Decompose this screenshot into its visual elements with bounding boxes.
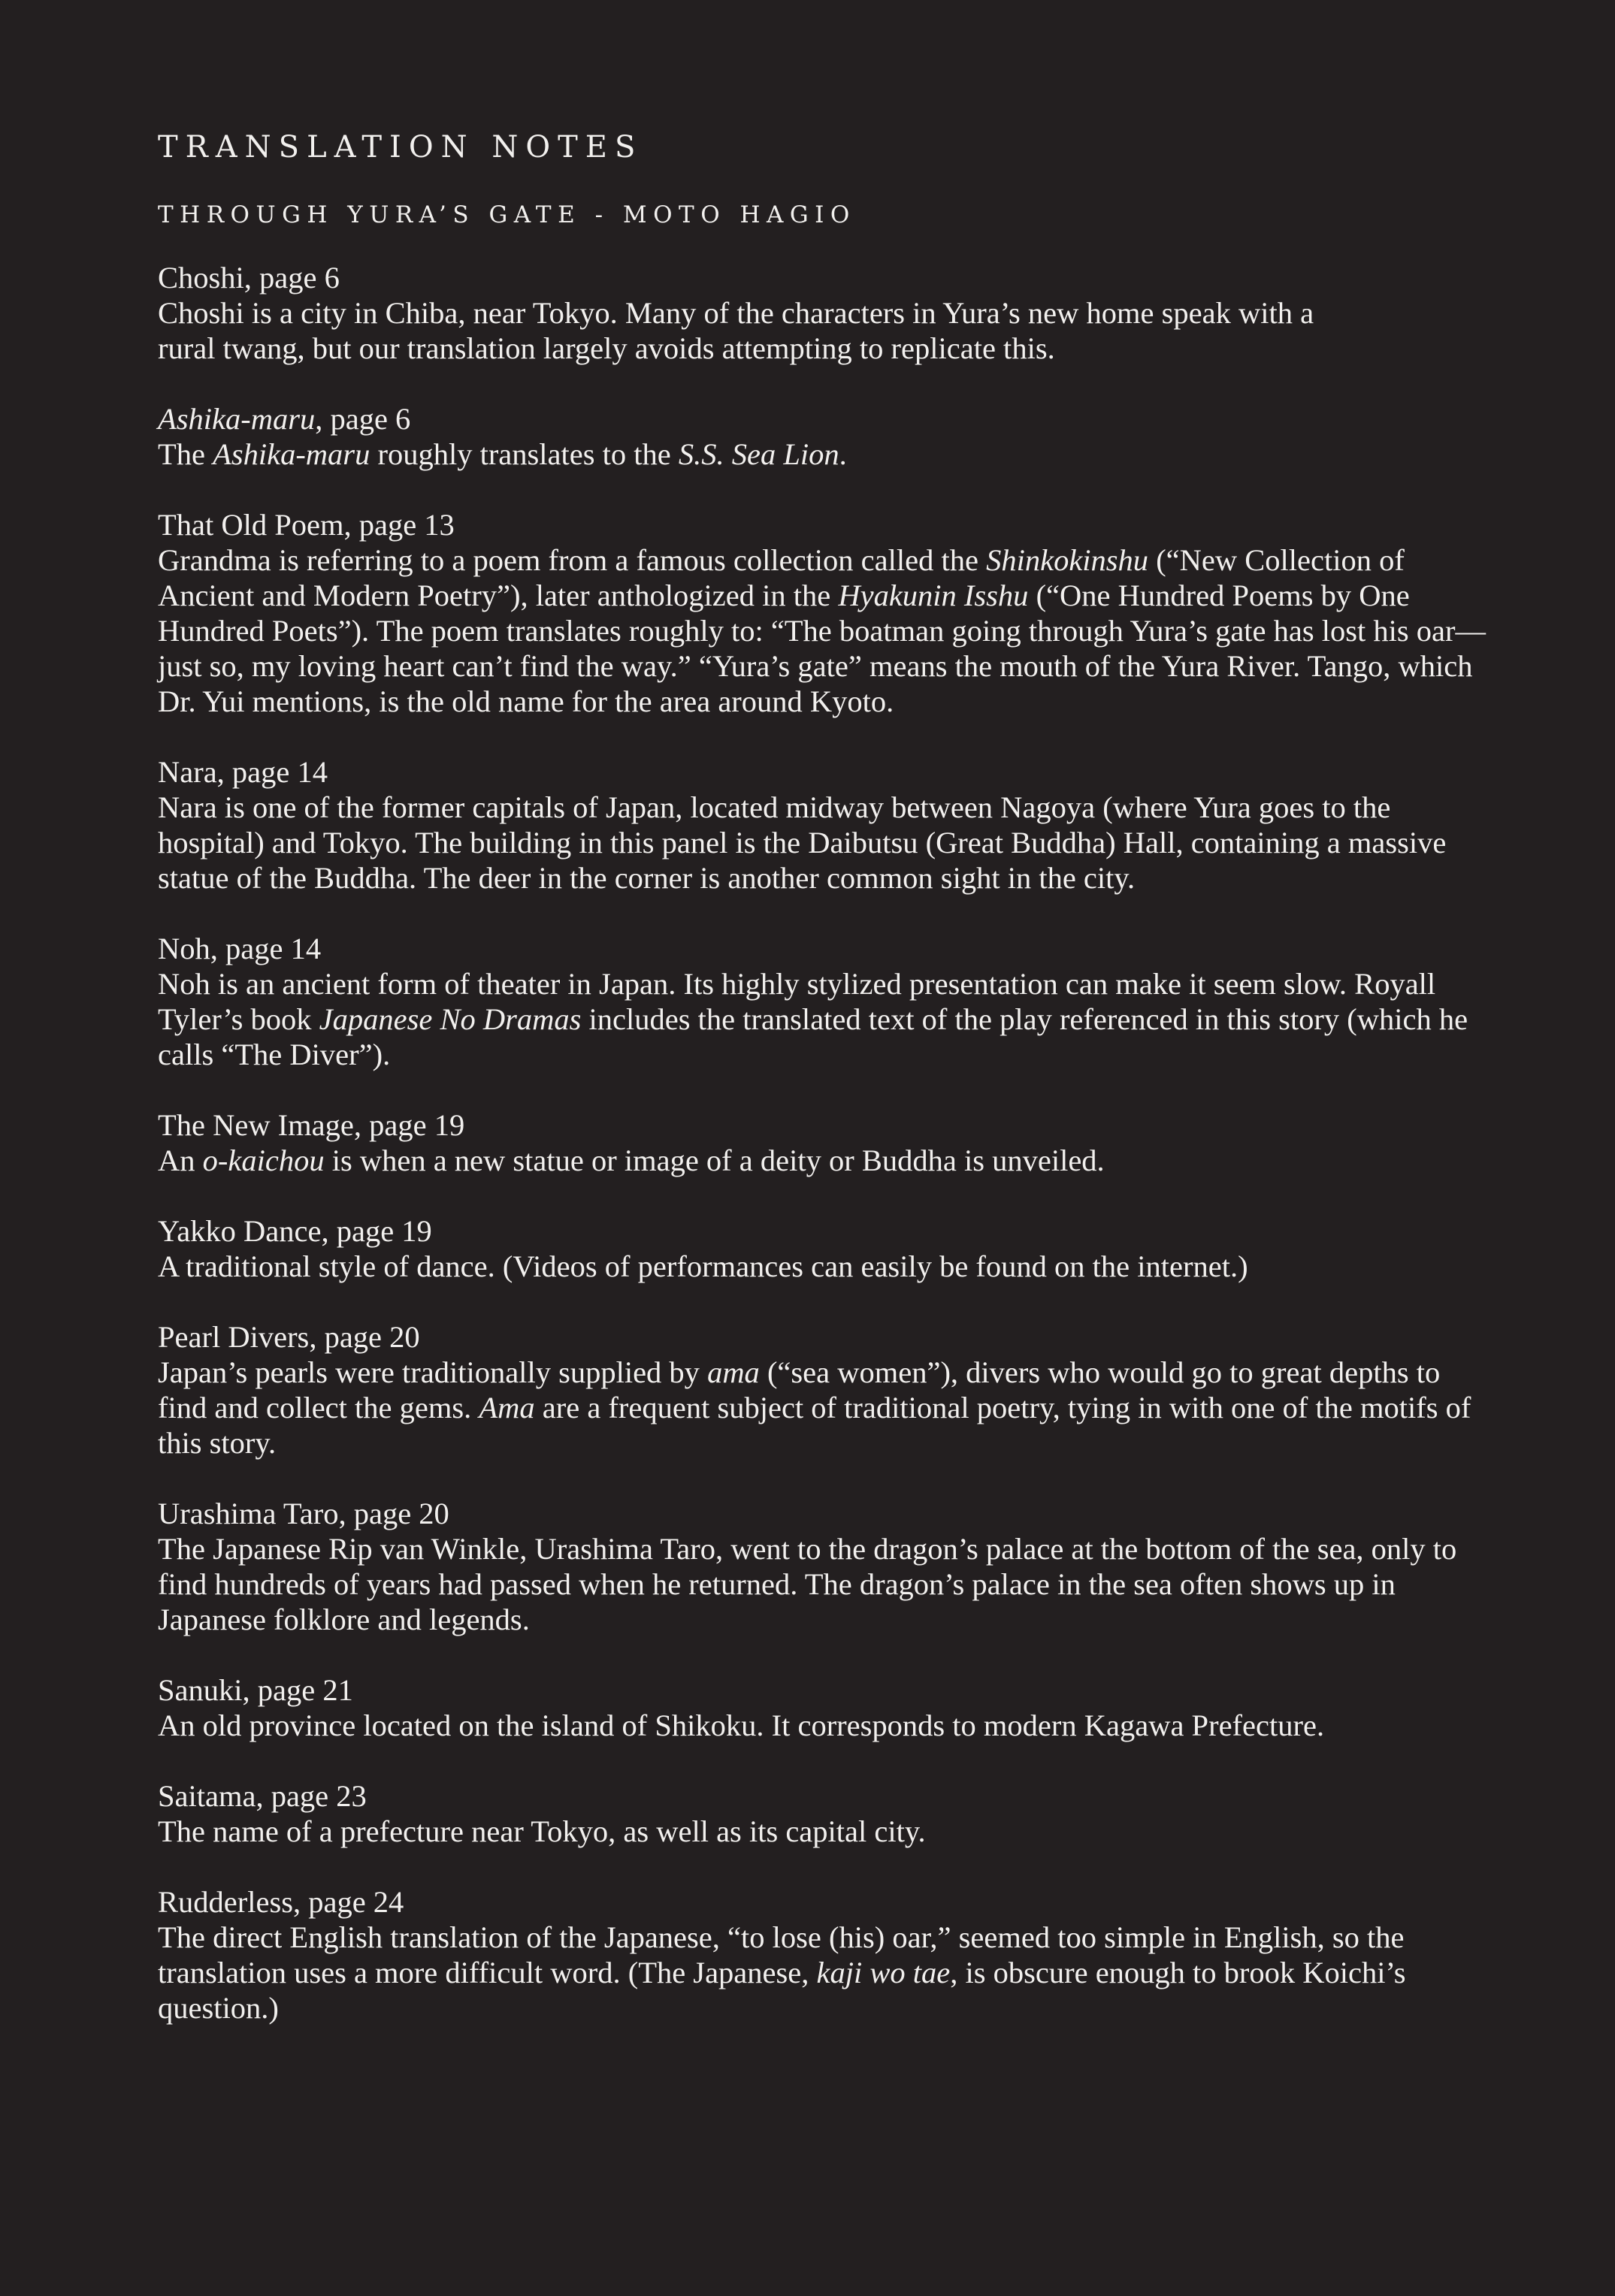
note-saitama [158, 1778, 1496, 1849]
note-body: An old province located on the island of Shikoku. It corresponds to modern Kagawa Prefecture. [158, 1708, 1325, 1742]
note-rudderless [158, 1884, 1496, 2026]
note-body: Choshi is a city in Chiba, near Tokyo. Many of the characters in Yura’s new home speak with a rural twang, but our translation largely avoids attempting to replicate this. [158, 296, 1314, 365]
note-yakko-dance [158, 1213, 1496, 1284]
note-body: The name of a prefecture near Tokyo, as well as its capital city. [158, 1814, 926, 1848]
note-body: Nara is one of the former capitals of Japan, located midway between Nagoya (where Yura goes to the hospital) and Tokyo. The building in this panel is the Daibutsu (Great Buddha) Hall, containing a massive statue of the Buddha. The deer in the corner is another common sight in the city. [158, 790, 1447, 895]
story-subtitle: THROUGH YURA’S GATE - MOTO HAGIO [158, 201, 856, 228]
note-heading: Yakko Dance, page 19 [158, 1214, 432, 1248]
note-body: A traditional style of dance. (Videos of performances can easily be found on the internet.) [158, 1249, 1248, 1283]
note-heading: Noh, page 14 [158, 932, 322, 965]
note-heading: Sanuki, page 21 [158, 1673, 353, 1707]
note-pearl-divers [158, 1319, 1496, 1461]
note-heading: The New Image, page 19 [158, 1108, 465, 1142]
note-heading: Rudderless, page 24 [158, 1885, 404, 1919]
note-heading: Pearl Divers, page 20 [158, 1320, 420, 1354]
note-noh [158, 931, 1496, 1072]
note-new-image [158, 1107, 1496, 1178]
notes-list [158, 260, 1496, 2026]
note-body: Noh is an ancient form of theater in Japan. Its highly stylized presentation can make it seem slow. Royall Tyler’s book Japanese No Dramas includes the translated text of the play referenced in this story (which he calls “The Diver”). [158, 967, 1468, 1071]
note-sanuki [158, 1672, 1496, 1743]
page-title: TRANSLATION NOTES [158, 130, 643, 165]
translation-notes-page [158, 126, 1496, 2061]
note-body: The Ashika-maru roughly translates to the S.S. Sea Lion. [158, 437, 847, 471]
note-heading: Saitama, page 23 [158, 1779, 367, 1813]
note-nara [158, 754, 1496, 896]
note-ashika-maru [158, 401, 1496, 472]
note-old-poem [158, 507, 1496, 719]
note-body: Japan’s pearls were traditionally supplied by ama (“sea women”), divers who would go to great depths to find and collect the gems. Ama are a frequent subject of traditional poetry, tying in with one of the motifs of this story. [158, 1355, 1471, 1460]
note-body: An o-kaichou is when a new statue or image of a deity or Buddha is unveiled. [158, 1143, 1105, 1177]
note-heading: Urashima Taro, page 20 [158, 1497, 449, 1530]
note-choshi [158, 260, 1496, 366]
note-heading: Nara, page 14 [158, 755, 328, 789]
note-body: The Japanese Rip van Winkle, Urashima Taro, went to the dragon’s palace at the bottom of the sea, only to find hundreds of years had passed when he returned. The dragon’s palace in the sea often shows up in Japanese folklore and legends. [158, 1532, 1457, 1636]
note-urashima-taro [158, 1496, 1496, 1637]
note-heading: That Old Poem, page 13 [158, 508, 455, 542]
note-heading: Ashika-maru, page 6 [158, 402, 411, 436]
note-heading: Choshi, page 6 [158, 261, 340, 295]
note-body: Grandma is referring to a poem from a famous collection called the Shinkokinshu (“New Collection of Ancient and Modern Poetry”), later anthologized in the Hyakunin Isshu (“One Hundred Poems by One Hundred Poets”). The poem translates roughly to: “The boatman going through Yura’s gate has lost his oar—just so, my loving heart can’t find the way.” “Yura’s gate” means the mouth of the Yura River. Tango, which Dr. Yui mentions, is the old name for the area around Kyoto. [158, 543, 1486, 718]
note-body: The direct English translation of the Japanese, “to lose (his) oar,” seemed too simple in English, so the translation uses a more difficult word. (The Japanese, kaji wo tae, is obscure enough to brook Koichi’s question.) [158, 1920, 1406, 2025]
